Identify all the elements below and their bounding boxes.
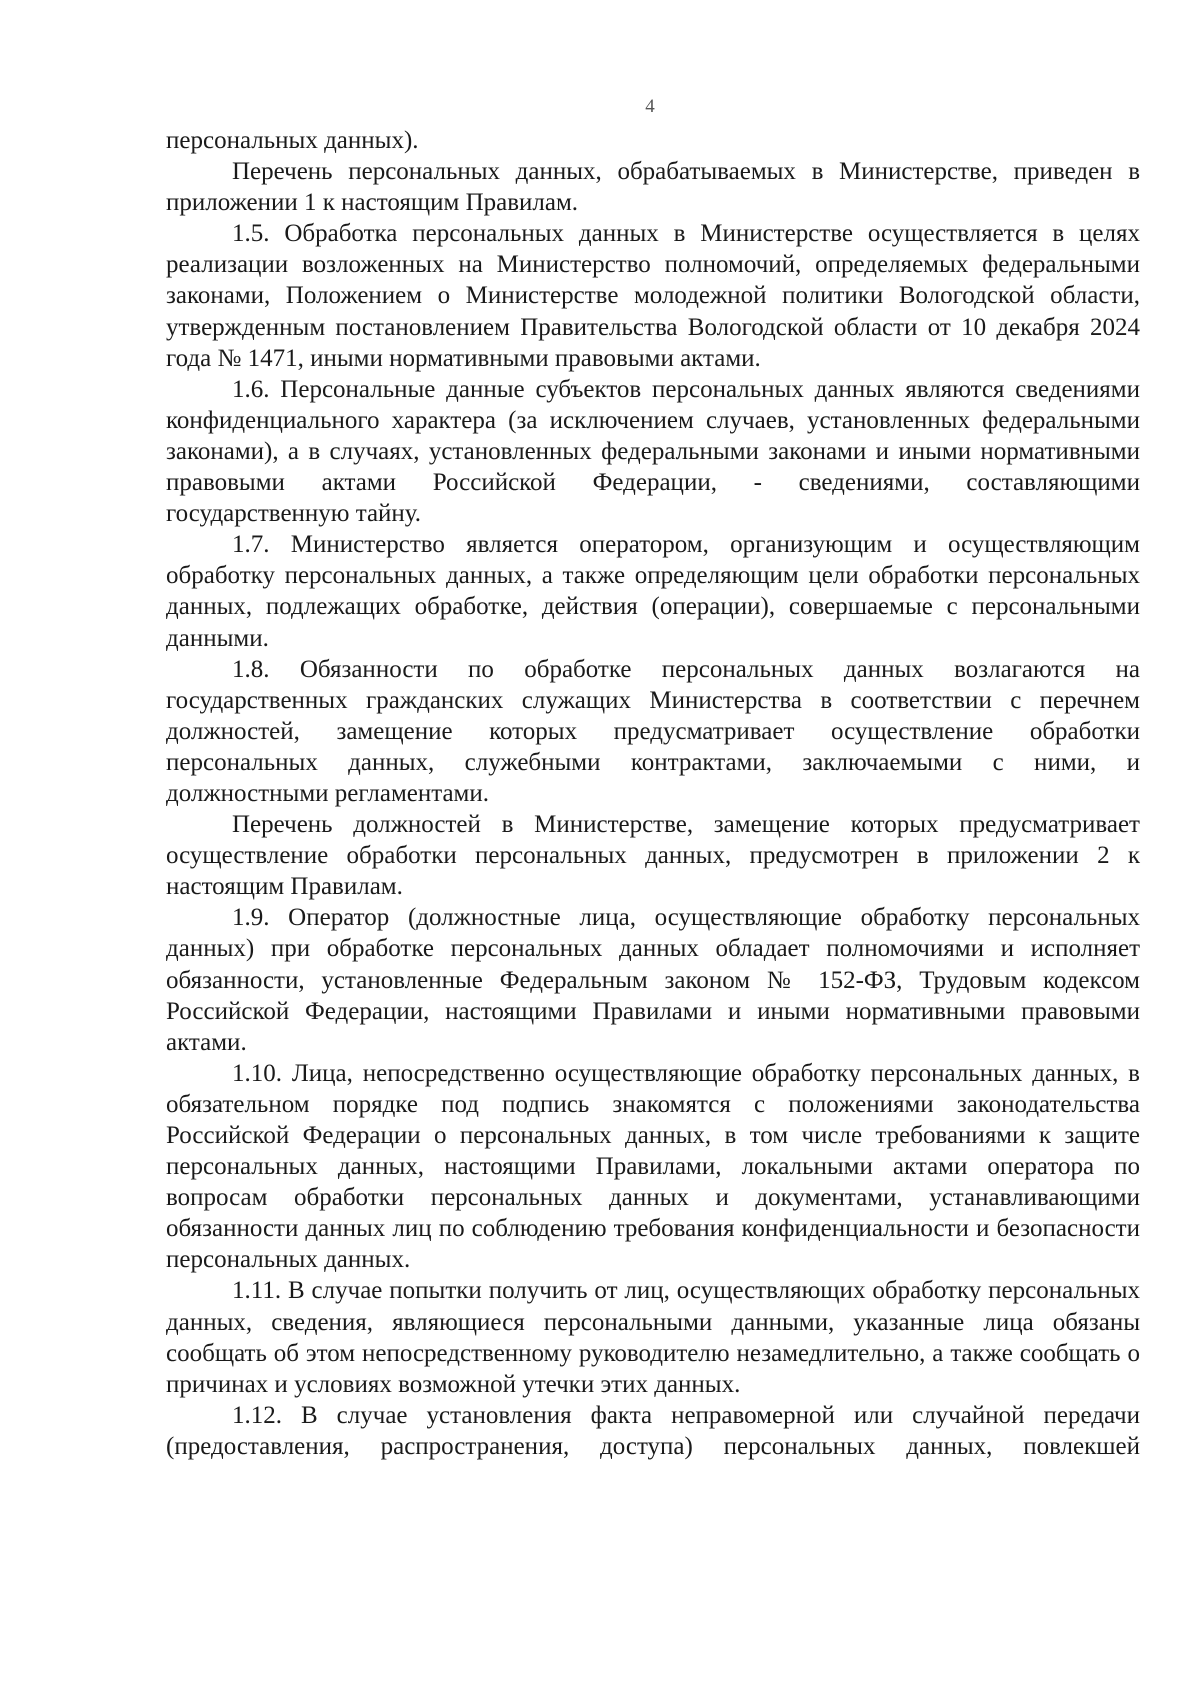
paragraph-1-11: 1.11. В случае попытки получить от лиц, осуществляющих обработку персональных данных, сведения, являющиеся персональными данными, указанные лица обязаны сообщать об этом непосредственному руководителю незамедлительно, а также сообщать о причинах и условиях возможной утечки этих данных. — [166, 1277, 1140, 1398]
paragraph-continuation: персональных данных). — [166, 127, 419, 154]
paragraph-data-list-reference: Перечень персональных данных, обрабатываемых в Министерстве, приведен в приложении 1 к настоящим Правилам. — [166, 158, 1140, 217]
document-body — [166, 125, 1140, 1462]
page-number: 4 — [645, 96, 655, 117]
paragraph-1-6: 1.6. Персональные данные субъектов персональных данных являются сведениями конфиденциального характера (за исключением случаев, установленных федеральными законами), а в случаях, установленных федеральными законами и иными нормативными правовыми актами Российской Федерации, - сведениями, составляющими государственную тайну. — [166, 375, 1140, 528]
paragraph-1-12: 1.12. В случае установления факта неправомерной или случайной передачи (предоставления, распространения, доступа) персональных данных, повлекшей — [166, 1401, 1140, 1460]
paragraph-1-9: 1.9. Оператор (должностные лица, осуществляющие обработку персональных данных) при обработке персональных данных обладает полномочиями и исполняет обязанности, установленные Федеральным законом № 152-ФЗ, Трудовым кодексом Российской Федерации, настоящими Правилами и иными нормативными правовыми актами. — [166, 904, 1140, 1056]
paragraph-1-10: 1.10. Лица, непосредственно осуществляющие обработку персональных данных, в обязательном порядке под подпись знакомятся с положениями законодательства Российской Федерации о персональных данных, в том числе требованиями к защите персональных данных, настоящими Правилами, локальными актами оператора по вопросам обработки персональных данных и документами, устанавливающими обязанности данных лиц по соблюдению требования конфиденциальности и безопасности персональных данных. — [166, 1059, 1140, 1274]
paragraph-positions-list-reference: Перечень должностей в Министерстве, замещение которых предусматривает осуществление обработки персональных данных, предусмотрен в приложении 2 к настоящим Правилам. — [166, 811, 1140, 901]
paragraph-1-5: 1.5. Обработка персональных данных в Министерстве осуществляется в целях реализации возложенных на Министерство полномочий, определяемых федеральными законами, Положением о Министерстве молодежной политики Вологодской области, утвержденным постановлением Правительства Вологодской области от 10 декабря 2024 года № 1471, иными нормативными правовыми актами. — [166, 220, 1140, 372]
paragraph-1-8: 1.8. Обязанности по обработке персональных данных возлагаются на государственных гражданских служащих Министерства в соответствии с перечнем должностей, замещение которых предусматривает осуществление обработки персональных данных, служебными контрактами, заключаемыми с ними, и должностными регламентами. — [166, 655, 1140, 807]
paragraph-1-7: 1.7. Министерство является оператором, организующим и осуществляющим обработку персональных данных, а также определяющим цели обработки персональных данных, подлежащих обработке, действия (операции), совершаемые с персональными данными. — [166, 531, 1140, 652]
